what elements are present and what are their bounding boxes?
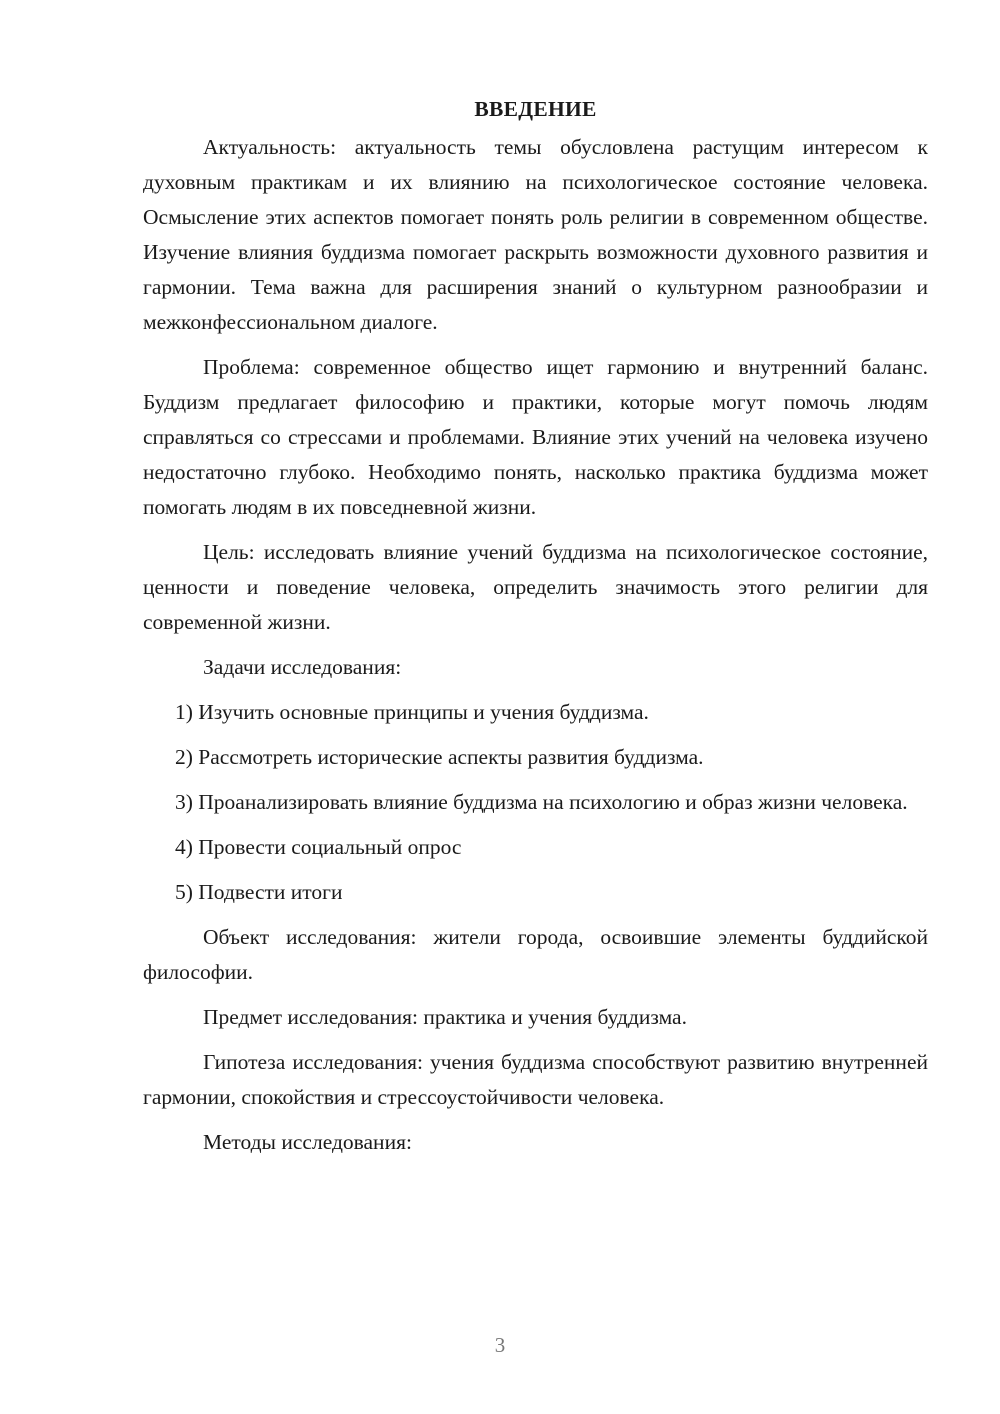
document-page [143,92,928,1170]
task-item: 3) Проанализировать влияние буддизма на психологию и образ жизни человека. [175,790,908,814]
object-paragraph: Объект исследования: жители города, освоившие элементы буддийской философии. [143,925,928,984]
problem-paragraph: Проблема: современное общество ищет гармонию и внутренний баланс. Буддизм предлагает философию и практики, которые могут помочь людям справляться со стрессами и проблемами. Влияние этих учений на человека изучено недостаточно глубоко. Необходимо понять, насколько практика буддизма может помогать людям в их повседневной жизни. [143,355,928,519]
subject-paragraph: Предмет исследования: практика и учения буддизма. [203,1005,687,1029]
section-heading: ВВЕДЕНИЕ [474,97,597,121]
hypothesis-paragraph: Гипотеза исследования: учения буддизма способствуют развитию внутренней гармонии, спокойствия и стрессоустойчивости человека. [143,1050,928,1109]
methods-heading: Методы исследования: [203,1130,412,1154]
page-number: 3 [494,1333,506,1357]
relevance-paragraph: Актуальность: актуальность темы обусловлена растущим интересом к духовным практикам и их влиянию на психологическое состояние человека. Осмысление этих аспектов помогает понять роль религии в современном обществе. Изучение влияния буддизма помогает раскрыть возможности духовного развития и гармонии. Тема важна для расширения знаний о культурном разнообразии и межконфессиональном диалоге. [143,135,928,334]
task-item: 4) Провести социальный опрос [175,835,462,859]
tasks-heading: Задачи исследования: [203,655,402,679]
task-item: 2) Рассмотреть исторические аспекты развития буддизма. [175,745,704,769]
goal-paragraph: Цель: исследовать влияние учений буддизма на психологическое состояние, ценности и поведение человека, определить значимость этого религии для современной жизни. [143,540,928,634]
task-item: 1) Изучить основные принципы и учения буддизма. [175,700,649,724]
task-item: 5) Подвести итоги [175,880,343,904]
